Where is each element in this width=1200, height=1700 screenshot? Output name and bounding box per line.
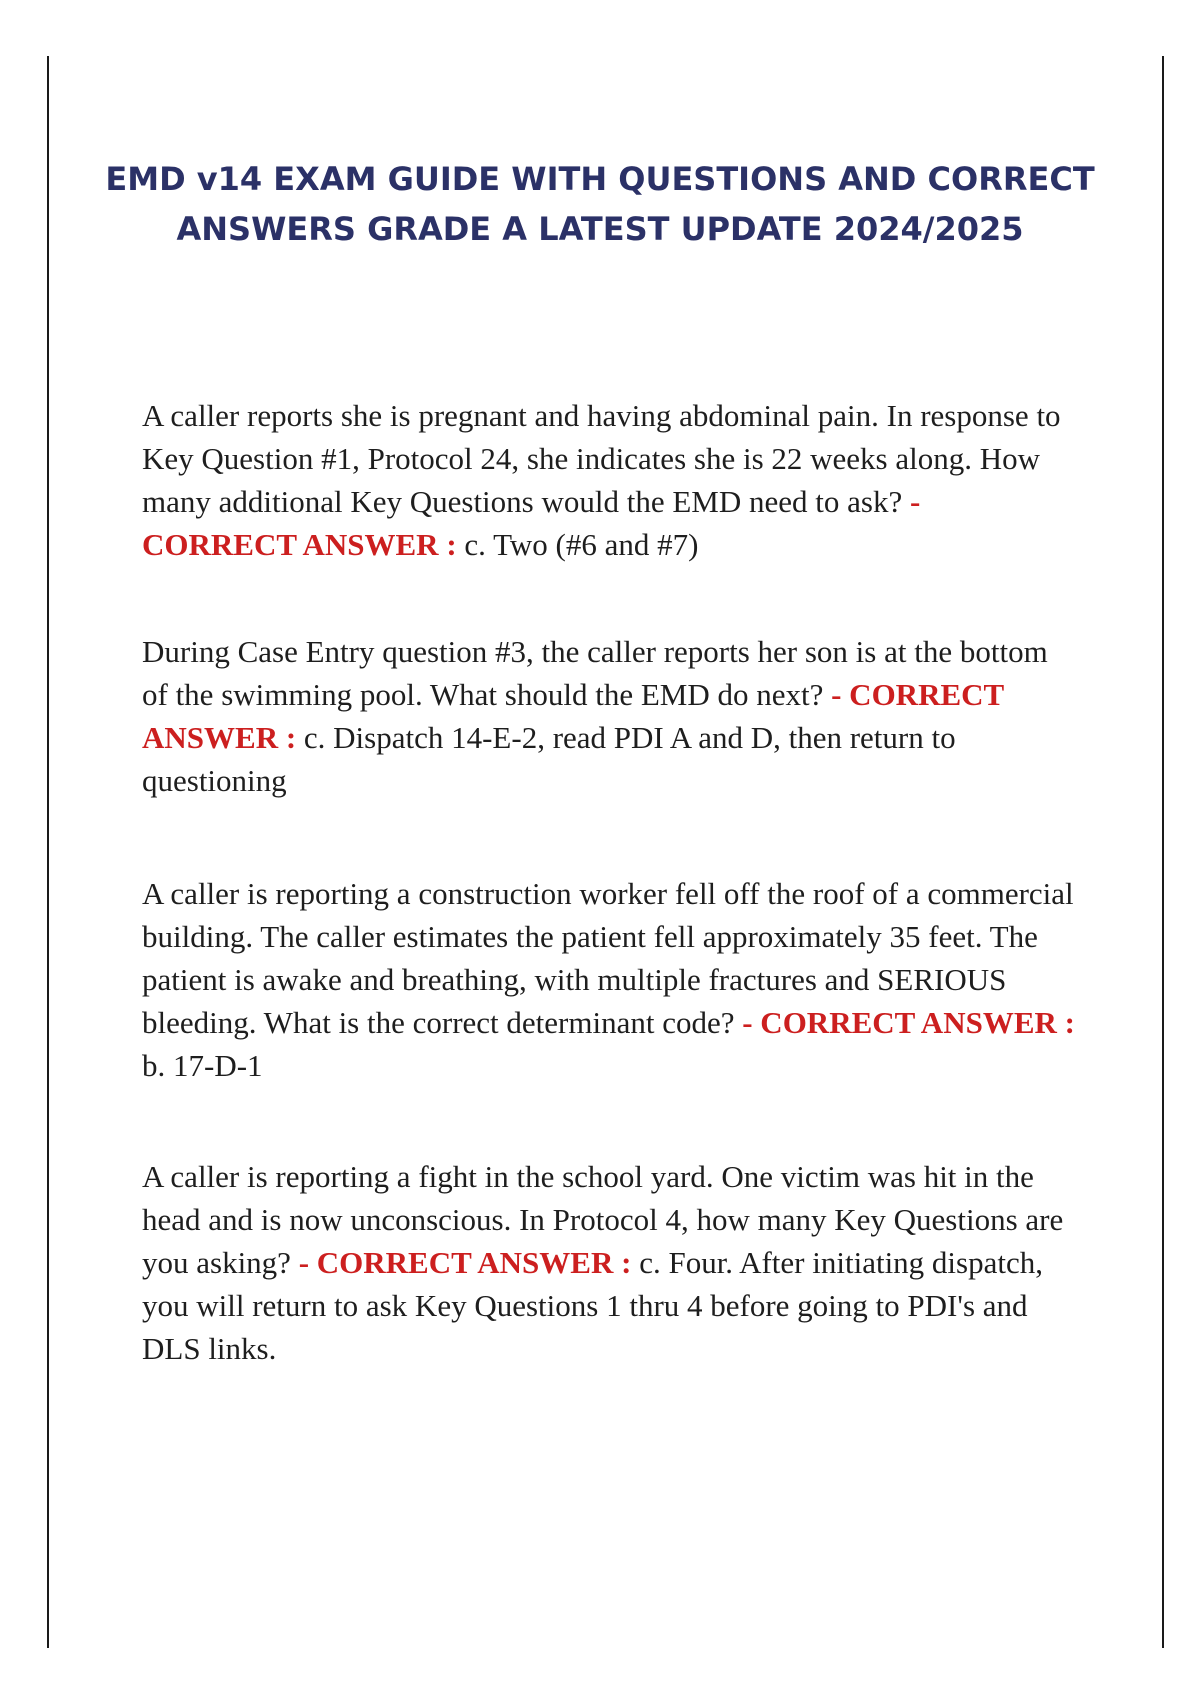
answer-text: c. Two (#6 and #7) <box>464 527 699 562</box>
question-text: A caller is reporting a construction worker fell off the roof of a commercial building. The caller estimates the patient fell approximately 35 feet. The patient is awake and breathing, with multiple fractures and SERIOUS bleeding. What is the correct determinant code? <box>142 876 1074 1040</box>
answer-text: c. Dispatch 14-E-2, read PDI A and D, then return to questioning <box>142 720 956 798</box>
page-border-right <box>1162 56 1164 1648</box>
document-title-line-2: ANSWERS GRADE A LATEST UPDATE 2024/2025 <box>176 210 1024 248</box>
page-border-left <box>47 56 49 1648</box>
qa-item-3 <box>142 872 1077 1087</box>
answer-label: - CORRECT ANSWER : <box>298 1245 632 1280</box>
qa-item-1 <box>142 394 1077 566</box>
qa-list <box>142 394 1077 1434</box>
qa-item-2 <box>142 630 1077 802</box>
question-text: During Case Entry question #3, the caller reports her son is at the bottom of the swimming pool. What should the EMD do next? <box>142 634 1048 712</box>
question-text: A caller is reporting a fight in the school yard. One victim was hit in the head and is now unconscious. In Protocol 4, how many Key Questions are you asking? <box>142 1159 1064 1280</box>
answer-text: c. Four. After initiating dispatch, you will return to ask Key Questions 1 thru 4 before going to PDI's and DLS links. <box>142 1245 1043 1366</box>
answer-label: - CORRECT ANSWER : <box>742 1005 1075 1040</box>
qa-item-4 <box>142 1155 1077 1370</box>
question-text: A caller reports she is pregnant and having abdominal pain. In response to Key Question #1, Protocol 24, she indicates she is 22 weeks along. How many additional Key Questions would the EMD need to ask? <box>142 398 1061 519</box>
answer-text: b. 17-D-1 <box>142 1048 263 1083</box>
document-title <box>100 154 1100 254</box>
document-title-line-1: EMD v14 EXAM GUIDE WITH QUESTIONS AND CORRECT <box>105 160 1095 198</box>
answer-label: - CORRECT ANSWER : <box>142 677 1004 755</box>
answer-label: - CORRECT ANSWER : <box>142 484 921 562</box>
